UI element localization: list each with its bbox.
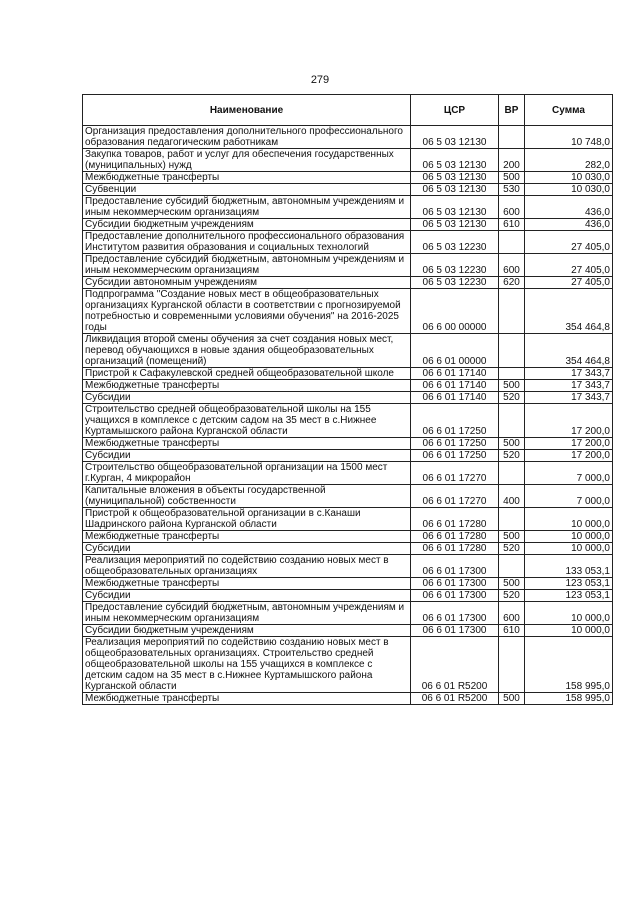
- row-vr: 400: [499, 485, 525, 508]
- table-body: [83, 126, 613, 705]
- table-row: [83, 543, 613, 555]
- row-csr: 06 6 01 17270: [411, 485, 499, 508]
- row-vr: 610: [499, 219, 525, 231]
- row-sum: 7 000,0: [525, 485, 613, 508]
- row-csr: 06 6 01 17140: [411, 368, 499, 380]
- header-vr: ВР: [499, 95, 525, 126]
- table-row: [83, 231, 613, 254]
- row-csr: 06 6 01 17280: [411, 531, 499, 543]
- row-csr: 06 5 03 12230: [411, 231, 499, 254]
- row-csr: 06 6 01 17300: [411, 590, 499, 602]
- row-name: Субсидии: [83, 450, 411, 462]
- row-name: Субвенции: [83, 184, 411, 196]
- row-sum: 282,0: [525, 149, 613, 172]
- table-row: [83, 368, 613, 380]
- row-sum: 27 405,0: [525, 231, 613, 254]
- row-sum: 436,0: [525, 196, 613, 219]
- row-csr: 06 5 03 12130: [411, 149, 499, 172]
- row-csr: 06 6 01 17250: [411, 404, 499, 438]
- row-sum: 10 748,0: [525, 126, 613, 149]
- row-vr: 200: [499, 149, 525, 172]
- header-csr: ЦСР: [411, 95, 499, 126]
- row-vr: [499, 289, 525, 334]
- row-vr: 500: [499, 693, 525, 705]
- row-name: Субсидии бюджетным учреждениям: [83, 219, 411, 231]
- row-csr: 06 6 01 R5200: [411, 693, 499, 705]
- table-row: [83, 172, 613, 184]
- row-vr: 610: [499, 625, 525, 637]
- row-vr: 500: [499, 578, 525, 590]
- table-row: [83, 625, 613, 637]
- row-name: Реализация мероприятий по содействию созданию новых мест в общеобразовательных организациях: [83, 555, 411, 578]
- table-row: [83, 334, 613, 368]
- row-sum: 17 200,0: [525, 450, 613, 462]
- page-number: 279: [310, 74, 330, 86]
- row-sum: 10 000,0: [525, 508, 613, 531]
- row-vr: 600: [499, 602, 525, 625]
- row-sum: 123 053,1: [525, 590, 613, 602]
- row-name: Предоставление субсидий бюджетным, автономным учреждениям и иным некоммерческим организациям: [83, 602, 411, 625]
- row-vr: [499, 231, 525, 254]
- row-vr: [499, 368, 525, 380]
- row-csr: 06 5 03 12130: [411, 196, 499, 219]
- row-sum: 7 000,0: [525, 462, 613, 485]
- row-sum: 17 343,7: [525, 380, 613, 392]
- row-name: Субсидии: [83, 543, 411, 555]
- row-vr: 520: [499, 450, 525, 462]
- row-csr: 06 5 03 12130: [411, 184, 499, 196]
- row-vr: 520: [499, 543, 525, 555]
- row-sum: 17 200,0: [525, 404, 613, 438]
- row-csr: 06 6 01 17280: [411, 543, 499, 555]
- row-sum: 354 464,8: [525, 289, 613, 334]
- row-sum: 10 000,0: [525, 625, 613, 637]
- row-name: Межбюджетные трансферты: [83, 693, 411, 705]
- table-row: [83, 508, 613, 531]
- table-row: [83, 219, 613, 231]
- table-header-row: [83, 95, 613, 126]
- row-sum: 10 030,0: [525, 172, 613, 184]
- row-name: Закупка товаров, работ и услуг для обеспечения государственных (муниципальных) нужд: [83, 149, 411, 172]
- row-sum: 10 000,0: [525, 543, 613, 555]
- row-csr: 06 5 03 12130: [411, 126, 499, 149]
- table-row: [83, 149, 613, 172]
- table-row: [83, 450, 613, 462]
- row-sum: 133 053,1: [525, 555, 613, 578]
- row-name: Пристрой к общеобразовательной организации в с.Канаши Шадринского района Курганской области: [83, 508, 411, 531]
- row-vr: [499, 126, 525, 149]
- table-row: [83, 380, 613, 392]
- row-name: Ликвидация второй смены обучения за счет создания новых мест, перевод обучающихся в новые здания общеобразовательных организаций (помещений): [83, 334, 411, 368]
- row-sum: 10 030,0: [525, 184, 613, 196]
- table-row: [83, 693, 613, 705]
- row-sum: 17 200,0: [525, 438, 613, 450]
- row-name: Межбюджетные трансферты: [83, 172, 411, 184]
- row-vr: [499, 508, 525, 531]
- row-sum: 158 995,0: [525, 693, 613, 705]
- budget-table: [82, 94, 613, 705]
- table-row: [83, 555, 613, 578]
- row-name: Межбюджетные трансферты: [83, 578, 411, 590]
- row-vr: 520: [499, 392, 525, 404]
- row-name: Межбюджетные трансферты: [83, 438, 411, 450]
- header-name: Наименование: [83, 95, 411, 126]
- row-vr: 500: [499, 438, 525, 450]
- row-sum: 17 343,7: [525, 368, 613, 380]
- table-row: [83, 531, 613, 543]
- row-name: Предоставление субсидий бюджетным, автономным учреждениям и иным некоммерческим организациям: [83, 254, 411, 277]
- row-vr: 500: [499, 172, 525, 184]
- table-row: [83, 277, 613, 289]
- row-sum: 10 000,0: [525, 602, 613, 625]
- row-sum: 27 405,0: [525, 254, 613, 277]
- row-vr: 500: [499, 531, 525, 543]
- row-csr: 06 6 01 17280: [411, 508, 499, 531]
- row-name: Субсидии автономным учреждениям: [83, 277, 411, 289]
- row-name: Пристрой к Сафакулевской средней общеобразовательной школе: [83, 368, 411, 380]
- row-vr: 520: [499, 590, 525, 602]
- row-sum: 436,0: [525, 219, 613, 231]
- row-csr: 06 6 01 17250: [411, 450, 499, 462]
- table-row: [83, 196, 613, 219]
- row-vr: [499, 555, 525, 578]
- row-name: Капитальные вложения в объекты государственной (муниципальной) собственности: [83, 485, 411, 508]
- row-name: Субсидии: [83, 392, 411, 404]
- table-row: [83, 637, 613, 693]
- table-row: [83, 184, 613, 196]
- table-row: [83, 404, 613, 438]
- row-sum: 27 405,0: [525, 277, 613, 289]
- row-csr: 06 6 01 17300: [411, 602, 499, 625]
- row-csr: 06 6 01 17140: [411, 392, 499, 404]
- row-vr: [499, 637, 525, 693]
- row-name: Предоставление дополнительного профессионального образования Институтом развития образования и социальных технологий: [83, 231, 411, 254]
- row-name: Строительство средней общеобразовательной школы на 155 учащихся в комплексе с детским садом на 35 мест в с.Нижнее Куртамышского района Курганской области: [83, 404, 411, 438]
- row-vr: 600: [499, 254, 525, 277]
- row-csr: 06 6 01 17300: [411, 555, 499, 578]
- row-vr: [499, 334, 525, 368]
- row-csr: 06 6 01 17300: [411, 578, 499, 590]
- row-sum: 17 343,7: [525, 392, 613, 404]
- table-row: [83, 590, 613, 602]
- row-sum: 354 464,8: [525, 334, 613, 368]
- row-csr: 06 6 01 17300: [411, 625, 499, 637]
- row-sum: 123 053,1: [525, 578, 613, 590]
- row-vr: 620: [499, 277, 525, 289]
- row-csr: 06 5 03 12130: [411, 219, 499, 231]
- row-csr: 06 6 01 17250: [411, 438, 499, 450]
- row-name: Субсидии: [83, 590, 411, 602]
- row-vr: 530: [499, 184, 525, 196]
- row-vr: [499, 462, 525, 485]
- table-row: [83, 126, 613, 149]
- table-row: [83, 254, 613, 277]
- row-name: Субсидии бюджетным учреждениям: [83, 625, 411, 637]
- header-sum: Сумма: [525, 95, 613, 126]
- row-csr: 06 6 01 R5200: [411, 637, 499, 693]
- row-name: Организация предоставления дополнительного профессионального образования педагогическим работникам: [83, 126, 411, 149]
- table-row: [83, 289, 613, 334]
- row-name: Межбюджетные трансферты: [83, 380, 411, 392]
- row-csr: 06 6 01 00000: [411, 334, 499, 368]
- table-row: [83, 578, 613, 590]
- row-csr: 06 5 03 12230: [411, 277, 499, 289]
- row-vr: [499, 404, 525, 438]
- table-row: [83, 462, 613, 485]
- row-csr: 06 6 01 17140: [411, 380, 499, 392]
- table-row: [83, 438, 613, 450]
- row-csr: 06 6 00 00000: [411, 289, 499, 334]
- row-csr: 06 6 01 17270: [411, 462, 499, 485]
- row-csr: 06 5 03 12130: [411, 172, 499, 184]
- row-vr: 500: [499, 380, 525, 392]
- row-name: Строительство общеобразовательной организации на 1500 мест г.Курган, 4 микрорайон: [83, 462, 411, 485]
- table-row: [83, 485, 613, 508]
- row-sum: 158 995,0: [525, 637, 613, 693]
- row-vr: 600: [499, 196, 525, 219]
- row-name: Реализация мероприятий по содействию созданию новых мест в общеобразовательных организациях. Строительство средней общеобразовательной школы на 155 учащихся в комплексе с детским садом на 35 мест в с.Нижнее Куртамышского района Курганской области: [83, 637, 411, 693]
- row-name: Предоставление субсидий бюджетным, автономным учреждениям и иным некоммерческим организациям: [83, 196, 411, 219]
- row-name: Межбюджетные трансферты: [83, 531, 411, 543]
- table-row: [83, 392, 613, 404]
- row-name: Подпрограмма "Создание новых мест в общеобразовательных организациях Курганской области в соответствии с прогнозируемой потребностью и современными условиями обучения" на 2016-2025 годы: [83, 289, 411, 334]
- row-csr: 06 5 03 12230: [411, 254, 499, 277]
- table-row: [83, 602, 613, 625]
- row-sum: 10 000,0: [525, 531, 613, 543]
